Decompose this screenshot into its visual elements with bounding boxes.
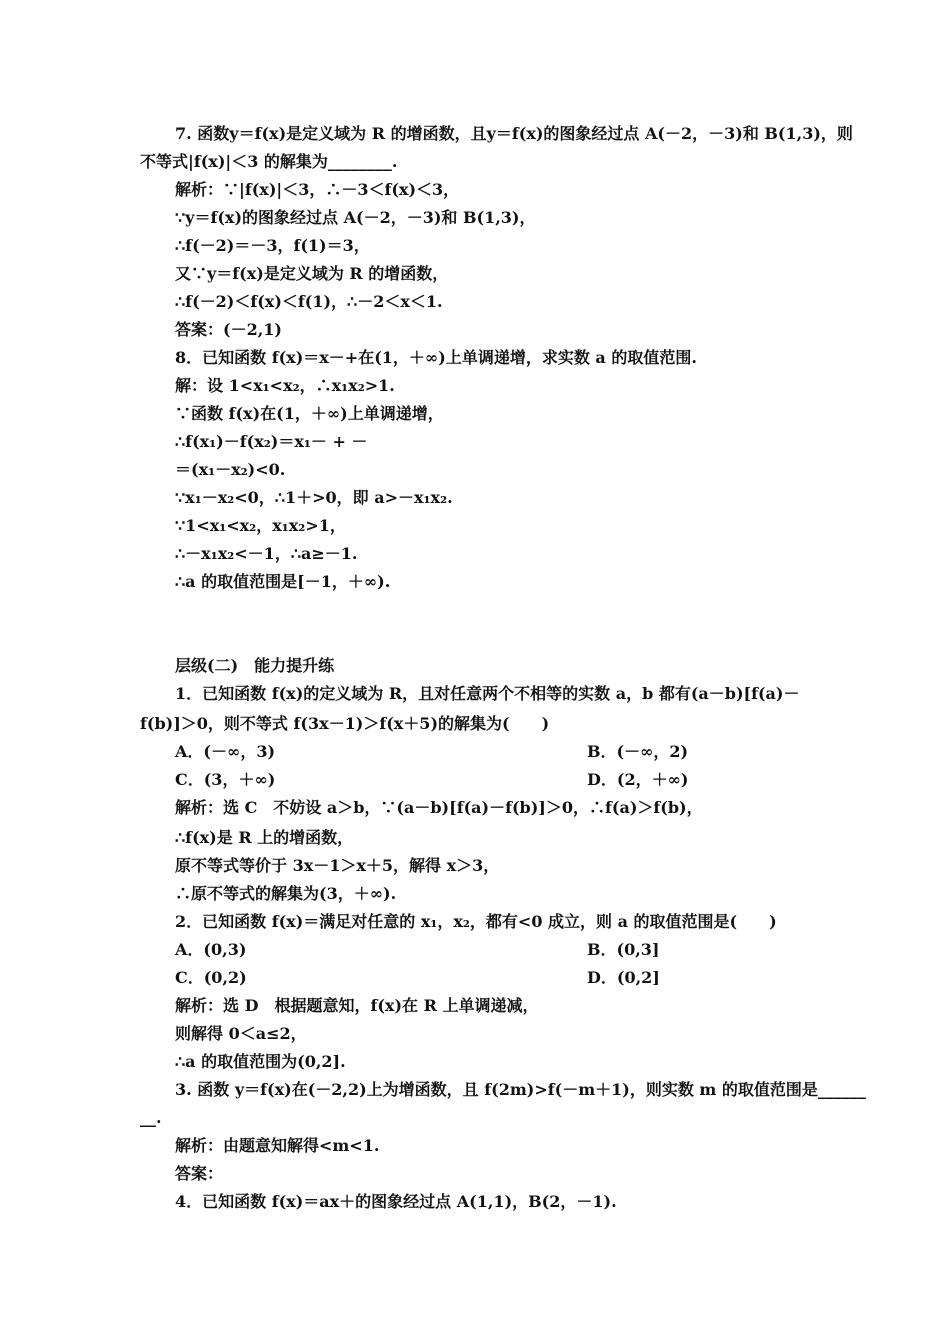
p7-solution-line3: ∴f(－2)＝－3，f(1)＝3， (175, 236, 370, 255)
b4-question: 4．已知函数 f(x)＝ax＋的图象经过点 A(1,1)，B(2，－1). (175, 1192, 617, 1211)
p7-question-line2: 不等式|f(x)|＜3 的解集为________. (140, 152, 398, 171)
b3-answer: 答案： (175, 1164, 224, 1183)
p8-solution-line8: ∴a 的取值范围是[－1，＋∞). (175, 572, 391, 591)
b1-solution-line4: ∴原不等式的解集为(3，＋∞). (175, 884, 397, 903)
level-title: 层级(二) 能力提升练 (175, 656, 335, 675)
b2-options-row1 (175, 940, 810, 960)
p8-question: 8．已知函数 f(x)＝x－+在(1，＋∞)上单调递增，求实数 a 的取值范围. (175, 348, 697, 367)
p8-solution-line4: ＝(x₁－x₂)<0. (175, 460, 286, 479)
b3-question-line2: __. (140, 1108, 162, 1127)
p8-solution-line6: ∵1<x₁<x₂，x₁x₂>1， (175, 516, 346, 535)
b1-solution-line1: 解析：选 C 不妨设 a＞b，∵(a－b)[f(a)－f(b)]＞0，∴f(a)＞f(b)， (175, 798, 703, 817)
b2-solution-line3: ∴a 的取值范围为(0,2]. (175, 1052, 346, 1071)
p8-solution-line2: ∵函数 f(x)在(1，＋∞)上单调递增， (175, 404, 444, 423)
p7-solution-line5: ∴f(－2)＜f(x)＜f(1)，∴－2＜x＜1. (175, 292, 443, 311)
b2-option-c: C．(0,2) (175, 968, 247, 987)
p7-answer: 答案：(－2,1) (175, 320, 282, 339)
b1-solution-line3: 原不等式等价于 3x－1＞x＋5，解得 x＞3， (175, 856, 500, 875)
b2-solution-line1: 解析：选 D 根据题意知，f(x)在 R 上单调递减， (175, 996, 539, 1015)
b2-options-row2 (175, 968, 810, 988)
b3-question-line1: 3. 函数 y＝f(x)在(－2,2)上为增函数，且 f(2m)>f(－m＋1)，则实数 m 的取值范围是______ (175, 1080, 866, 1099)
b1-option-a: A．(－∞，3) (175, 742, 276, 761)
p7-solution-line4: 又∵y＝f(x)是定义域为 R 的增函数， (175, 264, 449, 283)
b1-solution-line2: ∴f(x)是 R 上的增函数， (175, 828, 354, 847)
p7-question-line1: 7. 函数y＝f(x)是定义域为 R 的增函数，且y＝f(x)的图象经过点 A(－2，－3)和 B(1,3)，则 (175, 124, 853, 143)
b2-option-b: B．(0,3] (587, 940, 660, 959)
b1-options-row1 (175, 742, 810, 762)
b1-question-line2: f(b)]＞0，则不等式 f(3x－1)＞f(x＋5)的解集为( ) (140, 714, 550, 733)
b1-options-row2 (175, 770, 810, 790)
p8-solution-line7: ∴－x₁x₂<－1，∴a≥－1. (175, 544, 358, 563)
b1-option-d: D．(2，＋∞) (587, 770, 689, 789)
b1-option-b: B．(－∞，2) (587, 742, 689, 761)
b3-solution: 解析：由题意知解得<m<1. (175, 1136, 380, 1155)
p7-solution-line1: 解析：∵|f(x)|＜3，∴－3＜f(x)＜3， (175, 180, 460, 199)
p8-solution-line3: ∴f(x₁)－f(x₂)＝x₁－ + － (175, 432, 368, 451)
b2-option-a: A．(0,3) (175, 940, 247, 959)
p8-solution-line1: 解：设 1<x₁<x₂，∴x₁x₂>1. (175, 376, 395, 395)
b2-question: 2．已知函数 f(x)＝满足对任意的 x₁，x₂，都有<0 成立，则 a 的取值范围是( ) (175, 912, 777, 931)
p7-solution-line2: ∵y＝f(x)的图象经过点 A(－2，－3)和 B(1,3)， (175, 208, 536, 227)
b2-option-d: D．(0,2] (587, 968, 660, 987)
b1-option-c: C．(3，＋∞) (175, 770, 276, 789)
b2-solution-line2: 则解得 0＜a≤2， (175, 1024, 307, 1043)
p8-solution-line5: ∵x₁－x₂<0，∴1＋>0，即 a>－x₁x₂. (175, 488, 453, 507)
b1-question-line1: 1．已知函数 f(x)的定义域为 R，且对任意两个不相等的实数 a，b 都有(a－b)[f(a)－ (175, 684, 800, 703)
